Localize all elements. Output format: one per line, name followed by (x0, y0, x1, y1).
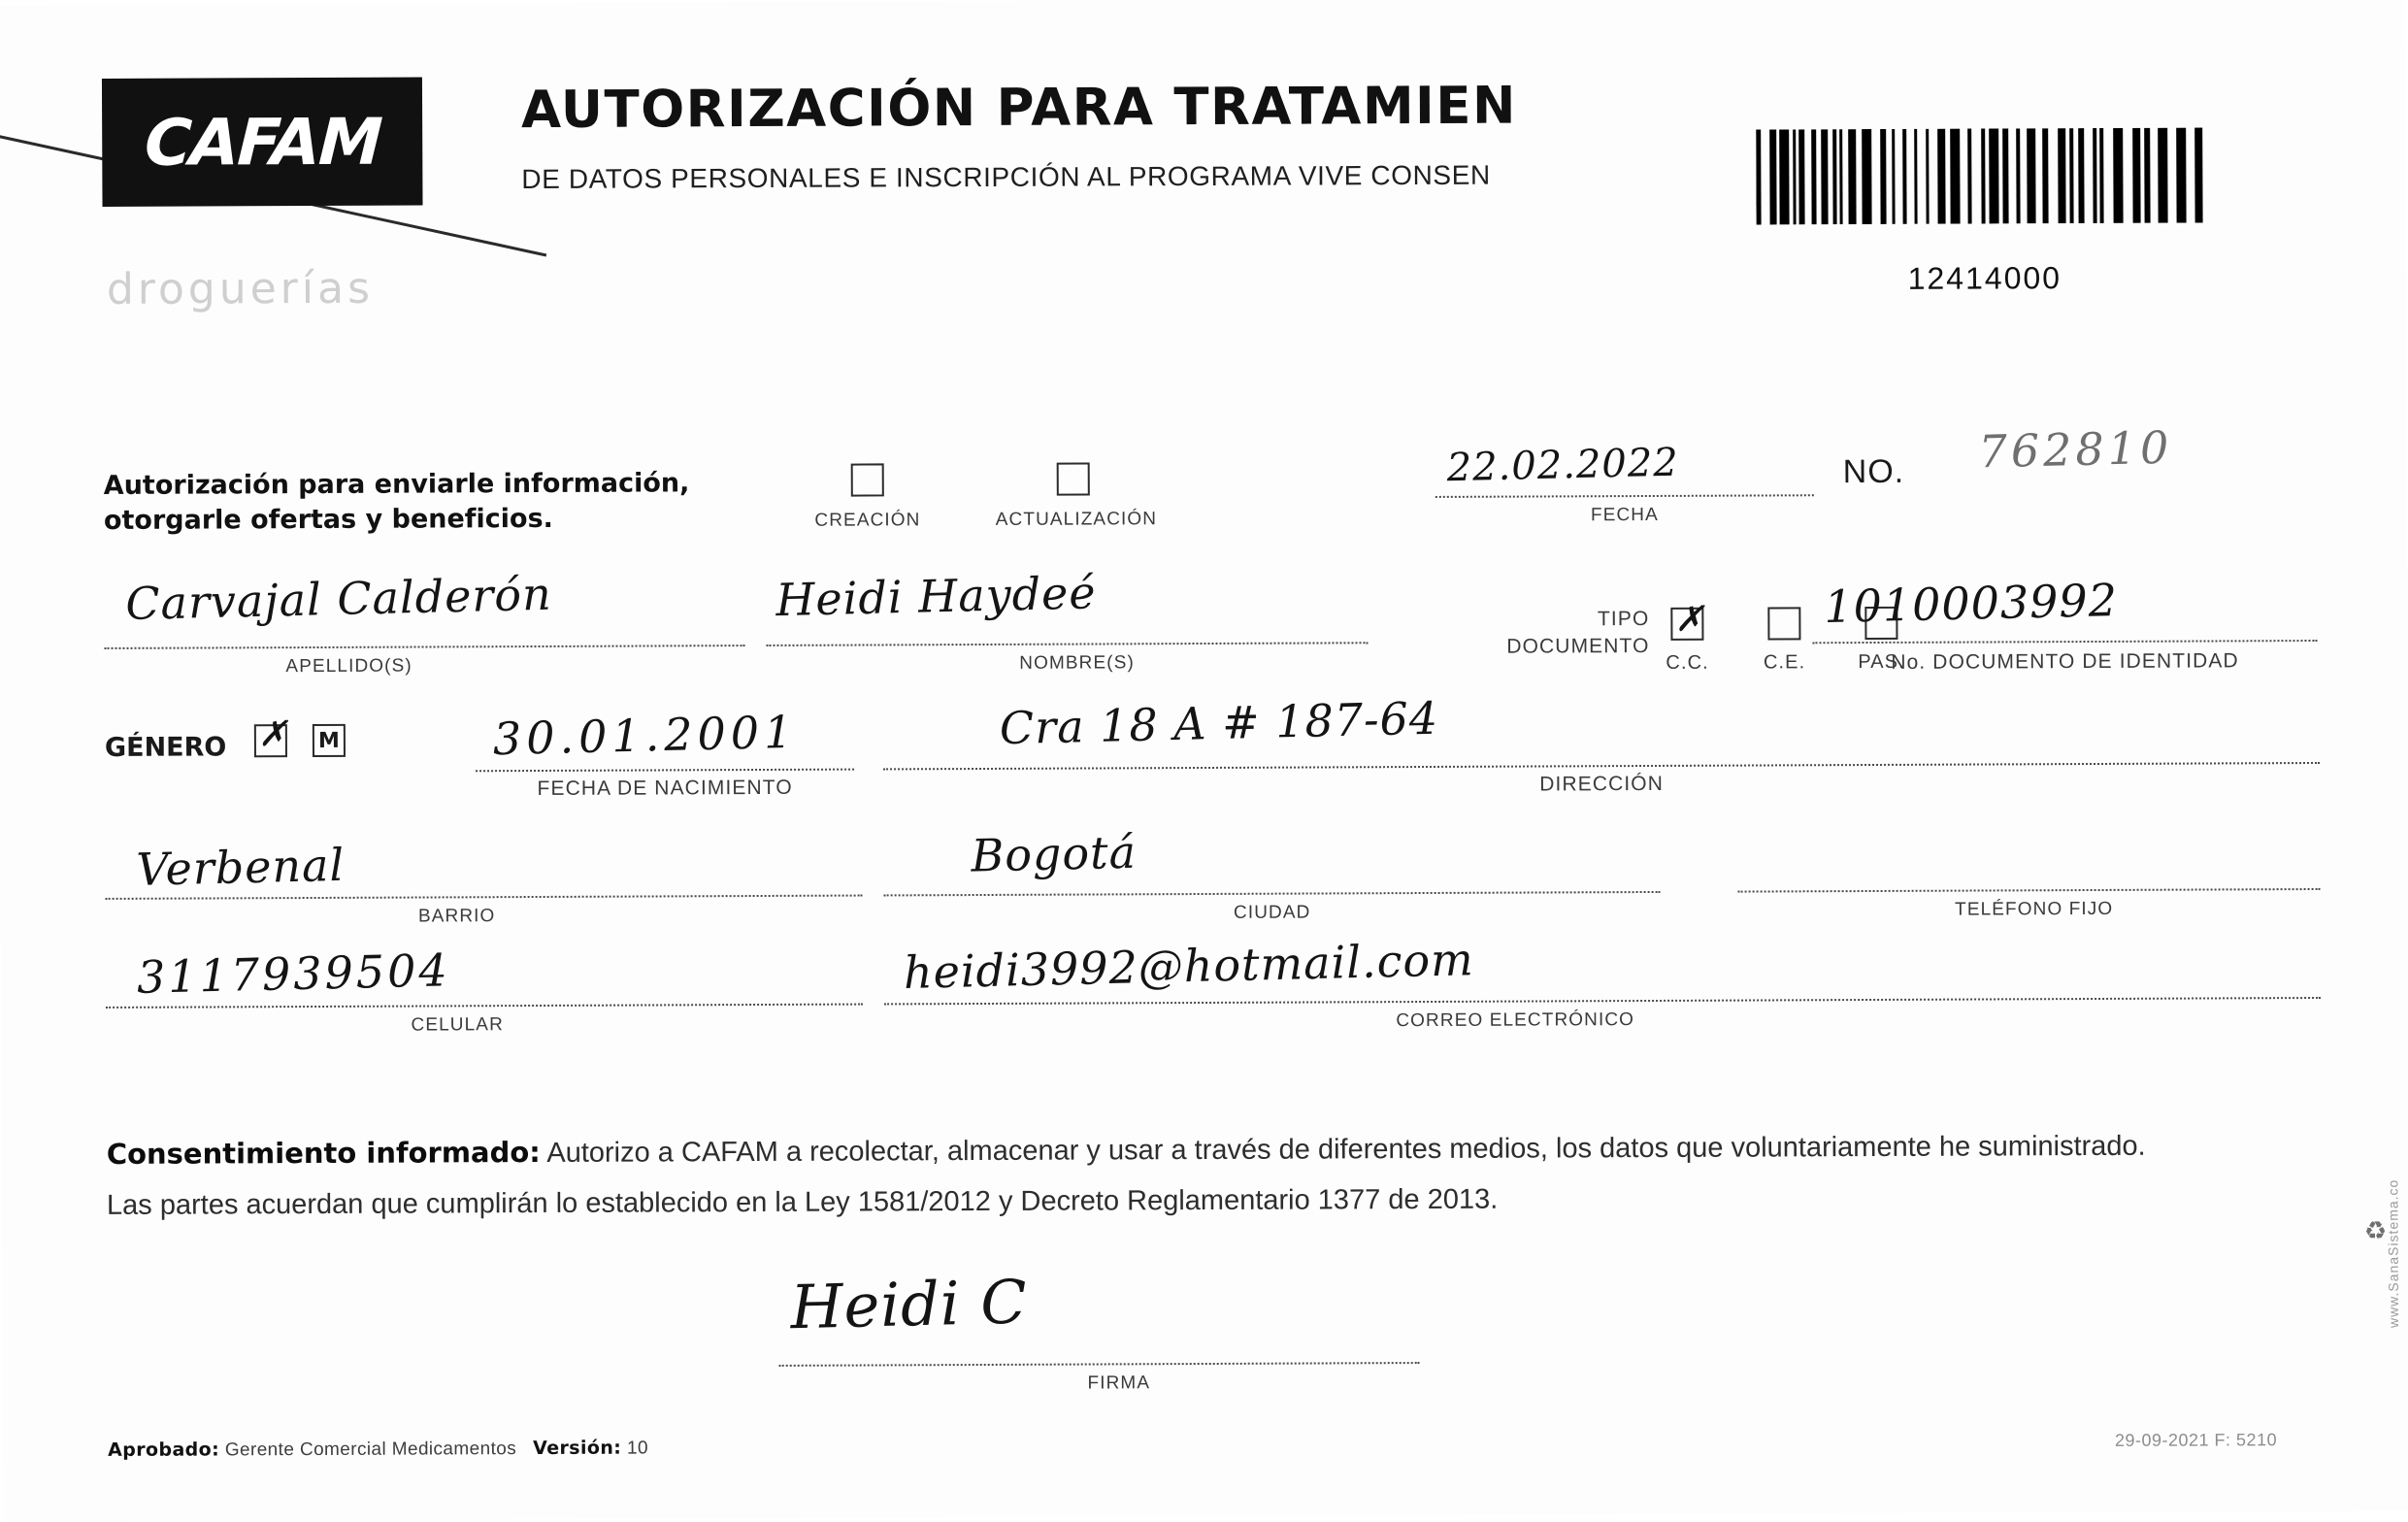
checkbox-genero-m[interactable] (313, 724, 346, 757)
label-pas: PAS. (1858, 650, 1905, 674)
checkbox-genero-f[interactable] (254, 713, 289, 757)
label-fecha: FECHA (1590, 504, 1659, 526)
value-celular: 3117939504 (136, 943, 451, 1004)
label-firma: FIRMA (1087, 1373, 1151, 1394)
label-creacion: CREACIÓN (814, 510, 921, 531)
rule-telefono-fijo (1738, 888, 2321, 893)
rule-correo (884, 997, 2321, 1005)
label-nombres: NOMBRE(S) (1019, 652, 1135, 674)
label-direccion: DIRECCIÓN (1539, 772, 1665, 796)
cafam-logo-subtext: droguerías (106, 263, 375, 314)
footer-right-code: 29-09-2021 F: 5210 (2114, 1430, 2278, 1450)
checkbox-cc[interactable] (1670, 599, 1706, 641)
rule-barrio (106, 895, 863, 900)
authorization-intro-line1: Autorización para enviarle información, (103, 468, 690, 501)
rule-fecha-nacimiento (476, 769, 854, 773)
rule-firma (779, 1362, 1420, 1367)
footer-version-label: Versión: (533, 1437, 622, 1460)
rule-documento (1812, 640, 2317, 644)
value-form-number: 762810 (1978, 420, 2173, 479)
consent-text-1: Autorizo a CAFAM a recolectar, almacenar y usar a través de diferentes medios, los datos que voluntariamente he suministrado. (546, 1130, 2146, 1169)
label-correo: CORREO ELECTRÓNICO (1396, 1009, 1635, 1032)
checkbox-actualizacion[interactable] (1057, 463, 1090, 496)
label-documento: No. DOCUMENTO DE IDENTIDAD (1891, 649, 2239, 674)
page-title: AUTORIZACIÓN PARA TRATAMIEN (520, 76, 1518, 141)
label-ce: C.E. (1763, 651, 1806, 674)
value-fecha-nacimiento: 30.01.2001 (492, 705, 798, 766)
value-fecha: 22.02.2022 (1446, 440, 1680, 491)
label-genero: GÉNERO (104, 732, 227, 763)
check-mark-cc: ✗ (1673, 599, 1706, 641)
label-telefono-fijo: TELÉFONO FIJO (1955, 898, 2114, 920)
value-direccion: Cra 18 A # 187-64 (999, 691, 1439, 755)
barcode (1756, 127, 2212, 224)
checkbox-ce[interactable] (1767, 607, 1800, 640)
value-barrio: Verbenal (135, 838, 346, 896)
consent-heading: Consentimiento informado: (106, 1135, 541, 1171)
recycle-arrow-icon: ♻ (2363, 1215, 2388, 1245)
footer-left (108, 1438, 648, 1462)
label-tipo-documento-line2: DOCUMENTO (1506, 634, 1650, 658)
barcode-number: 12414000 (1907, 260, 2062, 296)
footer-approved-label: Aprobado: (108, 1439, 220, 1461)
label-ciudad: CIUDAD (1233, 902, 1311, 923)
check-mark-genero-f: ✗ (257, 713, 289, 755)
cafam-logo (102, 78, 423, 207)
signature-value: Heidi C (789, 1266, 1029, 1343)
footer-approved-value: Gerente Comercial Medicamentos (224, 1439, 517, 1461)
label-tipo-documento-line1: TIPO (1597, 607, 1650, 631)
cafam-logo-text: CAFAM (142, 104, 382, 181)
value-ciudad: Bogotá (970, 825, 1138, 882)
label-actualizacion: ACTUALIZACIÓN (995, 509, 1158, 530)
rule-direccion (883, 762, 2320, 770)
rule-nombres (766, 642, 1368, 646)
footer-version-value: 10 (626, 1438, 648, 1459)
rule-ciudad (884, 891, 1661, 896)
rule-fecha (1435, 494, 1814, 498)
checkbox-creacion[interactable] (851, 463, 884, 496)
rule-celular (106, 1004, 863, 1009)
authorization-intro-line2: otorgarle ofertas y beneficios. (103, 503, 553, 536)
label-celular: CELULAR (411, 1014, 504, 1036)
label-cc: C.C. (1666, 651, 1709, 674)
authorization-intro (104, 466, 725, 539)
value-apellidos: Carvajal Calderón (124, 567, 553, 631)
label-form-number: NO. (1842, 452, 1905, 491)
label-apellidos: APELLIDO(S) (285, 655, 412, 678)
value-nombres: Heidi Haydeé (775, 566, 1098, 627)
consent-text-2: Las partes acuerdan que cumplirán lo establecido en la Ley 1581/2012 y Decreto Reglamentario 1377 de 2013. (106, 1183, 1499, 1221)
label-fecha-nacimiento: FECHA DE NACIMIENTO (537, 776, 793, 800)
consent-paragraph (107, 1119, 2329, 1231)
side-watermark-text: www.SanaSistema.co (2384, 1178, 2401, 1329)
label-genero-m: M (317, 728, 340, 753)
rule-apellidos (104, 645, 744, 649)
label-barrio: BARRIO (417, 906, 496, 927)
value-correo: heidi3992@hotmail.com (903, 933, 1475, 999)
value-documento: 1010003992 (1823, 573, 2119, 634)
page-subtitle: DE DATOS PERSONALES E INSCRIPCIÓN AL PROGRAMA VIVE CONSEN (521, 159, 1491, 195)
